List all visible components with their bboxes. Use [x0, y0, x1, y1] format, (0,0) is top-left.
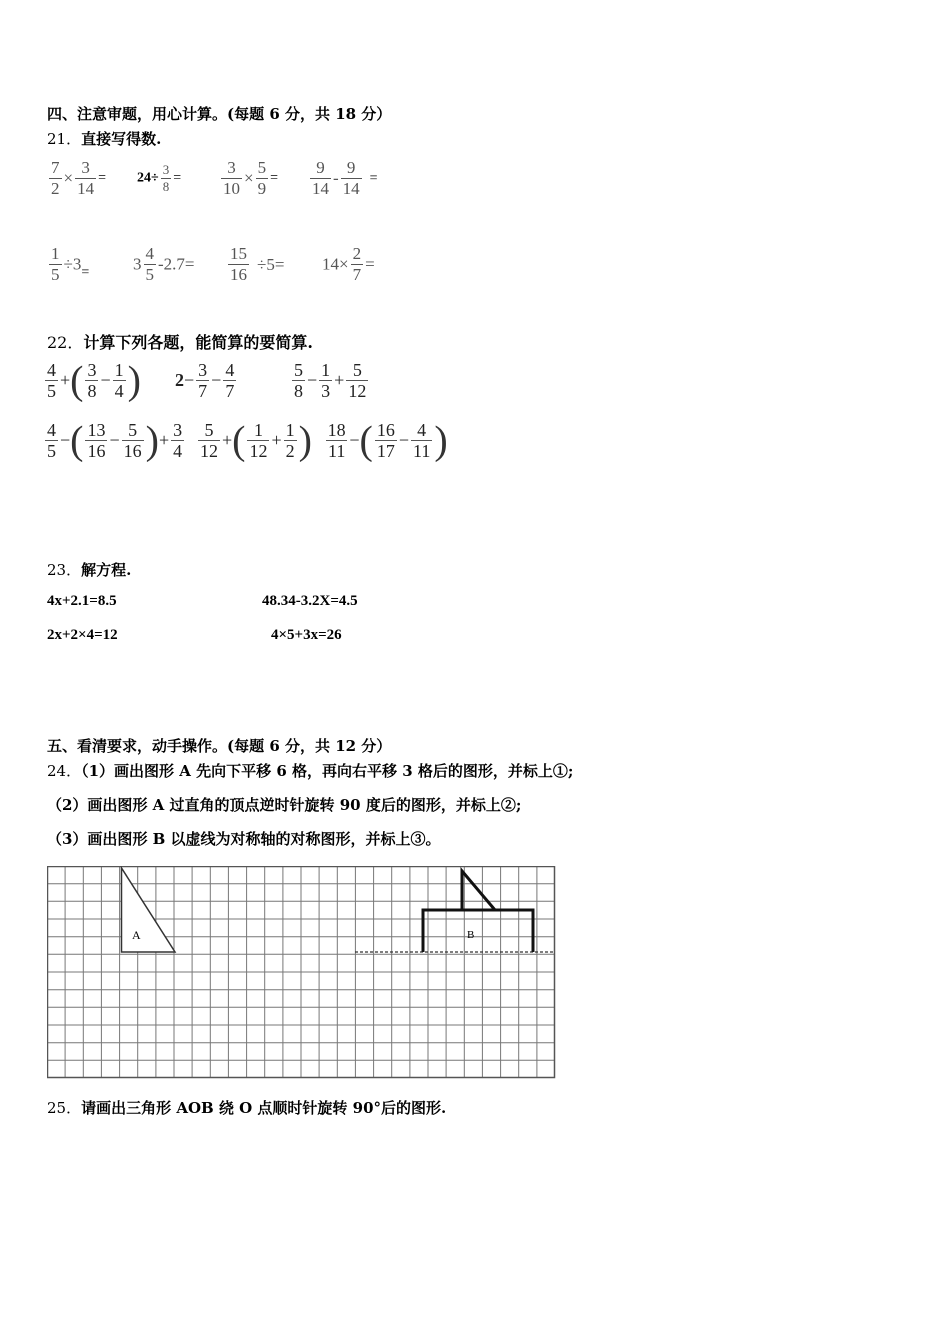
- shape-b-triangle: [462, 871, 495, 910]
- question-number: 21．: [47, 130, 82, 148]
- q22-expr-3: $\frac{5}{8}$ − $\frac{1}{3}$ + $\frac{5}{12}$: [294, 360, 367, 401]
- question-23: [47, 559, 131, 580]
- equation-3: 2x+2×4=12: [47, 627, 118, 643]
- q21-item-8: 14× $\frac{2}{7}$ =: [322, 244, 375, 284]
- q21-item-2: 24÷ $\frac{3}{8}$ =: [137, 162, 182, 194]
- section-5-title: 五、看清要求，动手操作。(每题 6 分，共 12 分）: [47, 737, 392, 755]
- question-24-line-1: 24．（1）画出图形 A 先向下平移 6 格，再向右平移 3 格后的图形，并标上①;: [47, 762, 574, 780]
- q21-item-1: $\frac{7}{2}$ × $\frac{3}{14}$ =: [51, 158, 106, 198]
- question-24-line-3: （3）画出图形 B 以虚线为对称轴的对称图形，并标上③。: [47, 830, 441, 848]
- equation-1: 4x+2.1=8.5: [47, 593, 117, 609]
- question-number: 23．: [47, 561, 82, 579]
- question-number: 24．: [47, 762, 82, 780]
- q22-expr-5: $\frac{5}{12}$ +( $\frac{1}{12}$ + $\frac{1}{2}$ ): [200, 417, 312, 463]
- q22-expr-4: $\frac{4}{5}$ −( $\frac{13}{16}$ − $\frac{5}{16}$ )+ $\frac{3}{4}$: [47, 417, 183, 463]
- question-prompt: 直接写得数.: [81, 130, 162, 148]
- grid-figure: [47, 866, 557, 1080]
- question-22: [47, 330, 313, 353]
- question-number: 22．: [47, 333, 84, 352]
- question-prompt: 解方程.: [81, 561, 132, 579]
- q21-item-3: $\frac{3}{10}$ × $\frac{5}{9}$ =: [223, 158, 278, 198]
- section-4-title: 四、注意审题，用心计算。(每题 6 分，共 18 分）: [47, 105, 392, 123]
- question-25: [47, 1097, 446, 1118]
- shape-b-rect: [423, 910, 533, 952]
- q22-expr-6: $\frac{18}{11}$ −( $\frac{16}{17}$ − $\frac{4}{11}$ ): [327, 417, 448, 463]
- q22-expr-1: $\frac{4}{5}$ +( $\frac{3}{8}$ − $\frac{1}{4}$ ): [47, 357, 141, 403]
- q21-item-4: $\frac{9}{14}$ - $\frac{9}{14}$ =: [312, 158, 378, 198]
- question-number: 25．: [47, 1099, 82, 1117]
- question-24-line-2: （2）画出图形 A 过直角的顶点逆时针旋转 90 度后的图形，并标上②;: [47, 796, 522, 814]
- question-21: [47, 128, 161, 149]
- q21-item-7: $\frac{15}{16}$ ÷5=: [230, 244, 285, 284]
- q21-item-6: 3 $\frac{4}{5}$ -2.7=: [133, 244, 195, 284]
- shape-a: [122, 868, 176, 952]
- q22-expr-2: 2− $\frac{3}{7}$ − $\frac{4}{7}$: [175, 360, 235, 401]
- equation-4: 4×5+3x=26: [271, 627, 342, 643]
- shape-a-label: A: [132, 928, 141, 942]
- question-prompt: 计算下列各题，能简算的要简算.: [83, 333, 313, 352]
- shape-b-label: B: [467, 929, 475, 941]
- equation-2: 48.34-3.2X=4.5: [262, 593, 358, 609]
- question-prompt: 请画出三角形 AOB 绕 O 点顺时针旋转 90°后的图形.: [81, 1099, 447, 1117]
- q21-item-5: $\frac{1}{5}$ $\div 3_=$: [51, 244, 90, 284]
